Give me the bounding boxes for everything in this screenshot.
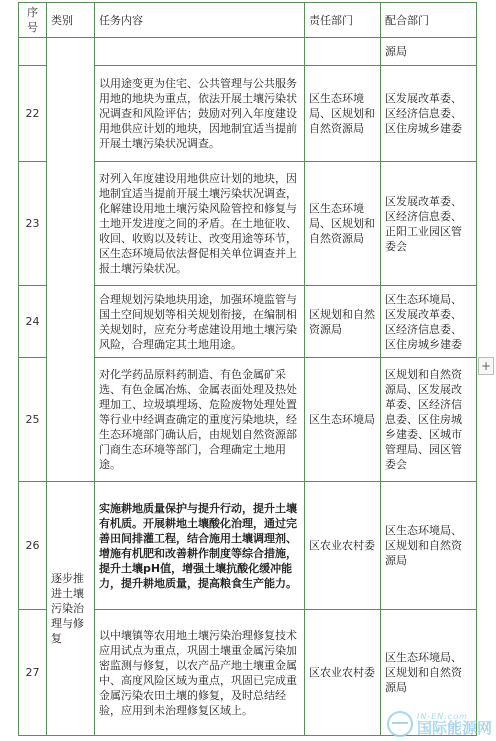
row-seq: 24 <box>19 286 47 358</box>
row-cooperate: 区生态环境局、区规划和自然资源局 <box>381 610 477 736</box>
row-responsible: 区生态环境局 <box>305 358 381 482</box>
header-task: 任务内容 <box>95 3 305 38</box>
row-task: 以中壤镇等农用地土壤污染治理修复技术应用试点为重点，巩固土壤重金属污染加密监测与修复，以农产品产地土壤重金属中、高度风险区域为重点，巩固已完成重金属污染农田土壤的修复，及时总结经验，应用到未治理修复区域上。 <box>95 610 305 736</box>
row-task: 对列入年度建设用地供应计划的地块，因地制宜适当提前开展土壤污染状况调查，化解建设用地土壤污染风险管控和修复与土地开发进度之间的矛盾。在土地征收、收回、收购以及转让、改变用途等环节，区生态环境局依法督促相关单位调查并上报土壤污染状况。 <box>95 162 305 286</box>
header-category: 类别 <box>47 3 95 38</box>
task-table <box>18 2 477 736</box>
row-responsible: 区生态环境局、区规划和自然资源局 <box>305 66 381 162</box>
row-task: 以用途变更为住宅、公共管理与公共服务用地的地块为重点，依法开展土壤污染状况调查和风险评估；鼓励对列入年度建设用地供应计划的地块，因地制宜适当提前开展土壤污染状况调查。 <box>95 66 305 162</box>
row-task: 实施耕地质量保护与提升行动，提升土壤有机质。开展耕地土壤酸化治理，通过完善田间排灌工程，结合施用土壤调理剂、增施有机肥和改善耕作制度等综合措施，提升土壤pH值，增强土壤抗酸化缓冲能力，提升耕地质量，提高粮食生产能力。 <box>95 482 305 610</box>
row-responsible: 区农业农村委 <box>305 482 381 610</box>
watermark-text <box>417 713 492 736</box>
header-seq: 序号 <box>19 3 47 38</box>
row-cooperate: 区发展改革委、区经济信息委、区住房城乡建委 <box>381 66 477 162</box>
row-seq: 23 <box>19 162 47 286</box>
header-cooperate: 配合部门 <box>381 3 477 38</box>
continued-row <box>19 38 477 66</box>
header-row <box>19 3 477 38</box>
row-cooperate: 区规划和自然资源局、区发展改革委、区经济信息委、区住房城乡建委、区城市管理局、园区管委会 <box>381 358 477 482</box>
watermark-cn: 国际能源网 <box>416 718 492 737</box>
expand-button[interactable]: + <box>478 357 494 375</box>
row-cooperate: 区发展改革委、区经济信息委、正阳工业园区管委会 <box>381 162 477 286</box>
globe-icon <box>387 711 413 737</box>
watermark-logo <box>387 711 492 737</box>
row-seq: 22 <box>19 66 47 162</box>
category-cell: 逐步推进土壤污染治理与修复 <box>47 482 95 736</box>
row-seq: 25 <box>19 358 47 482</box>
table-row <box>19 482 477 610</box>
table-wrapper <box>18 2 477 736</box>
continued-task <box>95 38 305 66</box>
header-responsible: 责任部门 <box>305 3 381 38</box>
continued-cooperate: 源局 <box>381 38 477 66</box>
category-empty <box>47 38 95 482</box>
row-responsible: 区规划和自然资源局 <box>305 286 381 358</box>
row-responsible: 区生态环境局、区规划和自然资源局 <box>305 162 381 286</box>
row-task: 合理规划污染地块用途，加强环境监管与国土空间规划等相关规划衔接，在编制相关规划时，应充分考虑建设用地土壤污染风险，合理确定其土地用途。 <box>95 286 305 358</box>
row-task: 对化学药品原料药制造、有色金属矿采选、有色金属冶炼、金属表面处理及热处理加工、垃圾填埋场、危险废物处理处置等行业中经调查确定的重度污染地块，经生态环境部门确认后，由规划自然资源部门商生态环境等部门，合理确定土地用途。 <box>95 358 305 482</box>
row-cooperate: 区生态环境局、区规划和自然资源局 <box>381 482 477 610</box>
watermark-en: IN-EN.com <box>416 711 468 721</box>
row-seq: 26 <box>19 482 47 610</box>
row-seq: 27 <box>19 610 47 736</box>
continued-responsible <box>305 38 381 66</box>
row-cooperate: 区生态环境局、区发展改革委、区经济信息委、区住房城乡建委 <box>381 286 477 358</box>
continued-seq <box>19 38 47 66</box>
row-responsible: 区农业农村委 <box>305 610 381 736</box>
